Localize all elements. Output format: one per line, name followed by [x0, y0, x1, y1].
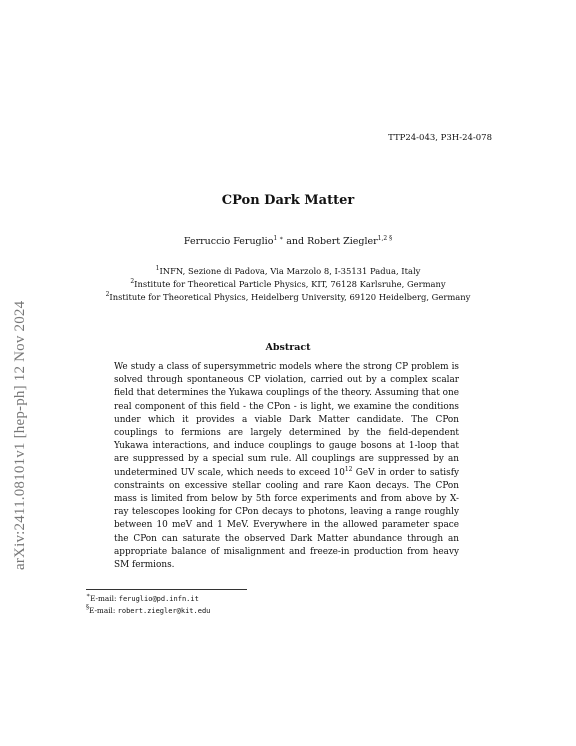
- footnote-label: E-mail:: [90, 594, 119, 603]
- author-affil-marks: 1,2 §: [377, 235, 393, 242]
- footnote-mark: §: [86, 604, 89, 611]
- abstract-exponent: 12: [344, 465, 353, 473]
- author-line: [0, 236, 576, 247]
- footnote-label: E-mail:: [89, 606, 118, 615]
- affiliations: [0, 265, 576, 305]
- affiliation-number: 2: [105, 291, 110, 299]
- footnote-rule: [86, 589, 247, 590]
- affiliation-text: INFN, Sezione di Padova, Via Marzolo 8, I-35131 Padua, Italy: [159, 266, 421, 276]
- abstract-heading: Abstract: [265, 342, 311, 353]
- footnote-email[interactable]: feruglio@pd.infn.it: [118, 595, 199, 603]
- footnotes: [86, 593, 210, 617]
- author-name: Ferruccio Feruglio: [183, 236, 274, 247]
- footnote-email[interactable]: robert.ziegler@kit.edu: [117, 607, 211, 615]
- abstract-body: [114, 361, 459, 572]
- arxiv-stamp: arXiv:2411.08101v1 [hep-ph] 12 Nov 2024: [12, 300, 28, 570]
- affiliation-number: 2: [130, 278, 135, 286]
- author-affil-marks: 1 ∗: [273, 235, 284, 242]
- affiliation-line: [0, 291, 576, 304]
- author-joiner: and: [283, 236, 308, 247]
- paper-title: CPon Dark Matter: [221, 193, 355, 208]
- footnote: [86, 593, 210, 605]
- affiliation-line: [0, 278, 576, 291]
- abstract-text: GeV in order to satisfy constraints on excessive stellar cooling and rare Kaon decays. The CPon mass is limited from below by 5th force experiments and from above by X-ray telescopes looking for CPon decays to photons, leaving a range roughly between 10 meV and 1 MeV. Everywhere in the allowed parameter space the CPon can saturate the observed Dark Matter abundance through an appropriate balance of misalignment and freeze-in production from heavy SM fermions.: [114, 467, 460, 571]
- affiliation-text: Institute for Theoretical Particle Physics, KIT, 76128 Karlsruhe, Germany: [134, 279, 446, 290]
- abstract-text: We study a class of supersymmetric models where the strong CP problem is solved through spontaneous CP violation, carried out by a complex scalar field that determines the Yukawa couplings of the theory. Assuming that one real component of this field - the CPon - is light, we examine the conditions under which it provides a viable Dark Matter candidate. The CPon couplings to fermions are largely determined by the field-dependent Yukawa interactions, and induce couplings to gauge bosons at 1-loop that are suppressed by a special sum rule. All couplings are suppressed by an undetermined UV scale, which needs to exceed 10: [114, 362, 459, 478]
- footnote-mark: ∗: [86, 592, 91, 599]
- affiliation-text: Institute for Theoretical Physics, Heidelberg University, 69120 Heidelberg, Germany: [109, 292, 471, 303]
- affiliation-number: 1: [155, 265, 160, 272]
- author-name: Robert Ziegler: [307, 236, 378, 247]
- affiliation-line: [0, 265, 576, 278]
- footnote: [86, 605, 210, 617]
- preprint-number: TTP24-043, P3H-24-078: [388, 133, 492, 143]
